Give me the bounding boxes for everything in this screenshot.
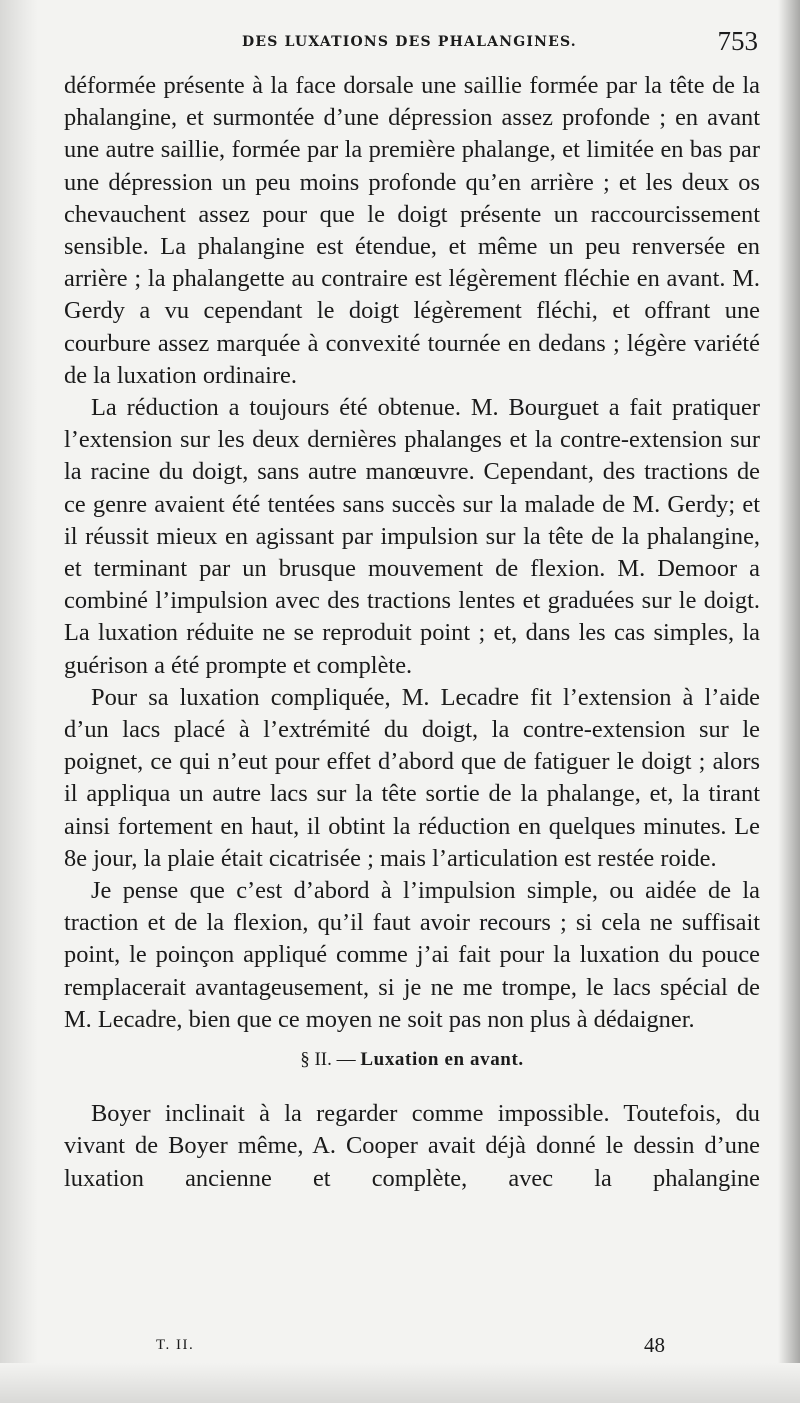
section-heading bbox=[64, 1036, 760, 1098]
page-right-shadow bbox=[778, 0, 800, 1403]
page-bottom-shadow bbox=[0, 1363, 800, 1403]
paragraph-author-opinion: Je pense que c’est d’abord à l’impulsion simple, ou aidée de la traction et de la flexion, qu’il faut avoir recours ; si cela ne suffisait point, le poinçon appliqué comme j’ai fait pour la luxation du pouce remplacerait avantageusement, si je ne me trompe, le lacs spécial de M. Lecadre, bien que ce moyen ne soit pas non plus à dédaigner. bbox=[64, 877, 760, 1033]
section-number: § II. — bbox=[300, 1049, 356, 1071]
page-footer bbox=[64, 1333, 760, 1361]
running-title: DES LUXATIONS DES PHALANGINES. bbox=[242, 34, 577, 50]
paragraph-reduction: La réduction a toujours été obtenue. M. Bourguet a fait pratiquer l’extension sur les deux dernières phalanges et la contre-extension sur la racine du doigt, sans autre manœuvre. Cependant, des tractions de ce genre avaient été tentées sans succès sur la malade de M. Gerdy; et il réussit mieux en agissant par impulsion sur la tête de la phalangine, et terminant par un brusque mouvement de flexion. M. Demoor a combiné l’impulsion avec des tractions lentes et graduées sur le doigt. La luxation réduite ne se reproduit point ; et, dans les cas simples, la guérison a été prompte et complète. bbox=[64, 394, 760, 679]
section-title: Luxation en avant. bbox=[360, 1049, 524, 1071]
page-number: 753 bbox=[717, 26, 758, 56]
page-left-shadow bbox=[0, 0, 38, 1403]
body-text bbox=[64, 70, 760, 1195]
paragraph-boyer: Boyer inclinait à la regarder comme impossible. Toutefois, du vivant de Boyer même, A. Cooper avait déjà donné le dessin d’une luxation ancienne et complète, avec la phalangine bbox=[64, 1100, 760, 1192]
signature-mark: 48 bbox=[644, 1333, 665, 1357]
volume-mark: T. II. bbox=[156, 1337, 195, 1353]
paragraph-lecadre: Pour sa luxation compliquée, M. Lecadre fit l’extension à l’aide d’un lacs placé à l’extrémité du doigt, la contre-extension sur le poignet, ce qui n’eut pour effet d’abord que de fatiguer le doigt ; alors il appliqua un autre lacs sur la tête sortie de la phalange, et, la tirant ainsi fortement en haut, il obtint la réduction en quelques minutes. Le 8e jour, la plaie était cicatrisée ; mais l’articulation est restée roide. bbox=[64, 683, 760, 872]
running-head bbox=[64, 26, 760, 60]
paragraph-continuation: déformée présente à la face dorsale une saillie formée par la tête de la phalangine, et surmontée d’une dépression assez profonde ; en avant une autre saillie, formée par la première phalange, et limitée en bas par une dépression un peu moins profonde qu’en arrière ; et les deux os chevauchent assez pour que le doigt présente un raccourcissement sensible. La phalangine est étendue, et même un peu renversée en arrière ; la phalangette au contraire est légèrement fléchie en avant. M. Gerdy a vu cependant le doigt légèrement fléchi, et offrant une courbure assez marquée à convexité tournée en dedans ; légère variété de la luxation ordinaire. bbox=[64, 72, 760, 389]
